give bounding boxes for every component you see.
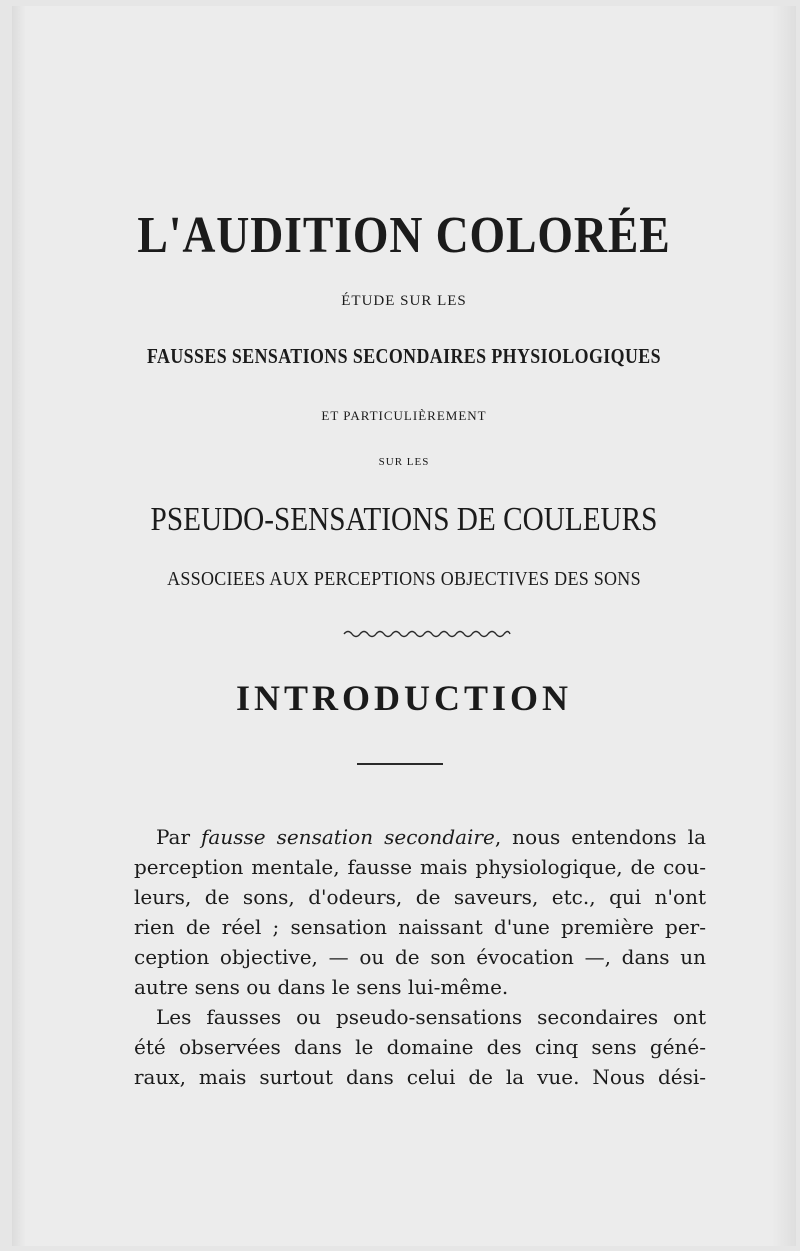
text-line: raux, mais surtout dans celui de la vue. Nous dési- — [134, 1065, 706, 1089]
book-title: L'AUDITION COLORÉE — [137, 207, 671, 264]
subtitle-line-3: ET PARTICULIÈREMENT — [321, 408, 487, 423]
subtitle-line-6: ASSOCIEES AUX PERCEPTIONS OBJECTIVES DES SONS — [167, 568, 641, 590]
text-line: été observées dans le domaine des cinq sens géné- — [134, 1035, 706, 1059]
subtitle-line-2: FAUSSES SENSATIONS SECONDAIRES PHYSIOLOGIQUES — [147, 344, 661, 368]
text-line: Par fausse sensation secondaire, nous entendons la — [156, 825, 706, 849]
emphasis-text: fausse sensation secondaire — [201, 825, 495, 849]
subtitle-line-1: ÉTUDE SUR LES — [341, 293, 467, 309]
book-page — [12, 6, 796, 1246]
text-line: perception mentale, fausse mais physiologique, de cou- — [134, 855, 706, 879]
ornament-divider — [342, 628, 512, 640]
text-line: rien de réel ; sensation naissant d'une première per- — [134, 915, 706, 939]
heading-rule — [357, 763, 443, 765]
text-line: Les fausses ou pseudo-sensations secondaires ont — [156, 1005, 706, 1029]
text-line: leurs, de sons, d'odeurs, de saveurs, etc., qui n'ont — [134, 885, 706, 909]
body-text — [134, 822, 706, 1092]
subtitle-line-4: SUR LES — [378, 456, 430, 468]
text-line: ception objective, — ou de son évocation —, dans un — [134, 945, 706, 969]
text-line: autre sens ou dans le sens lui-même. — [134, 975, 509, 999]
subtitle-line-5: PSEUDO-SENSATIONS DE COULEURS — [150, 501, 658, 538]
section-heading: INTRODUCTION — [235, 678, 573, 718]
